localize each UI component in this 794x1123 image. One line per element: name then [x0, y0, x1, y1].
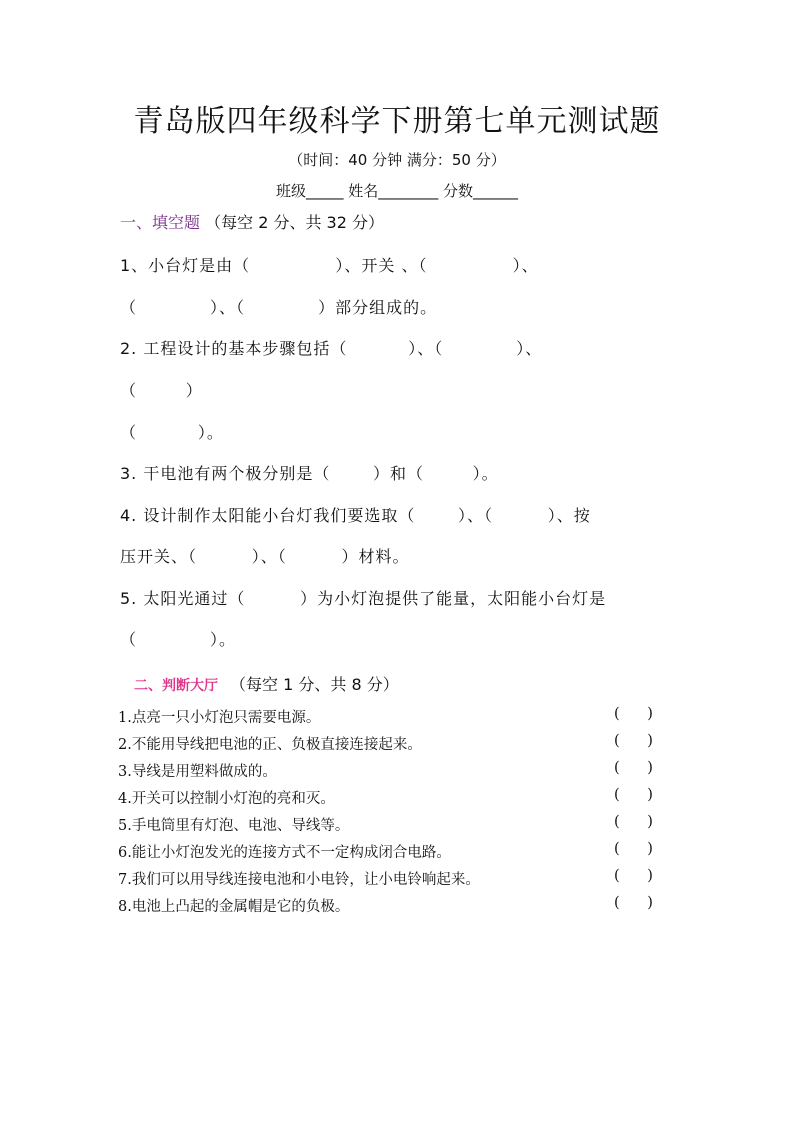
fill-line: （ ）。 — [120, 630, 237, 649]
section-judge-heading — [134, 672, 399, 695]
list-item — [118, 864, 668, 891]
list-item — [118, 702, 668, 729]
list-item — [118, 783, 668, 810]
judge-statement: 4.开关可以控制小灯泡的亮和灭。 — [118, 791, 335, 807]
answer-blank: ( ) — [614, 760, 653, 776]
judge-statement: 6.能让小灯泡发光的连接方式不一定构成闭合电路。 — [118, 845, 451, 861]
fill-line: 3. 干电池有两个极分别是（ ）和（ ）。 — [120, 464, 499, 483]
judge-statement: 3.导线是用塑料做成的。 — [118, 764, 277, 780]
exam-time-score: （时间：40 分钟 满分：50 分） — [288, 151, 506, 169]
list-item — [118, 891, 668, 918]
judge-statement: 8.电池上凸起的金属帽是它的负极。 — [118, 899, 350, 915]
fill-line: （ ） — [120, 381, 203, 400]
judge-statement: 7.我们可以用导线连接电池和小电铃，让小电铃响起来。 — [118, 872, 480, 888]
judge-statement: 1.点亮一只小灯泡只需要电源。 — [118, 710, 321, 726]
student-info-line: 班级_____ 姓名________ 分数______ — [275, 182, 519, 200]
section-points: （每空 1 分、共 8 分） — [230, 675, 399, 694]
answer-blank: ( ) — [614, 841, 653, 857]
fill-line: （ ）。 — [120, 423, 224, 442]
section-title: 一、填空题 — [120, 213, 201, 232]
answer-blank: ( ) — [614, 733, 653, 749]
fill-line: 2. 工程设计的基本步骤包括（ ）、（ ）、 — [120, 339, 543, 358]
fill-line: （ ）、（ ）部分组成的。 — [120, 298, 438, 317]
answer-blank: ( ) — [614, 895, 653, 911]
judge-list — [118, 702, 668, 918]
section-points: （每空 2 分、共 32 分） — [200, 213, 384, 232]
list-item — [118, 729, 668, 756]
fill-line: 4. 设计制作太阳能小台灯我们要选取（ ）、（ ）、按 — [120, 506, 591, 525]
judge-statement: 5.手电筒里有灯泡、电池、导线等。 — [118, 818, 350, 834]
answer-blank: ( ) — [614, 868, 653, 884]
answer-blank: ( ) — [614, 814, 653, 830]
page-title: 青岛版四年级科学下册第七单元测试题 — [133, 104, 661, 139]
fill-line: 压开关、（ ）、（ ）材料。 — [120, 547, 410, 566]
judge-statement: 2.不能用导线把电池的正、负极直接连接起来。 — [118, 737, 422, 753]
fill-line: 1、小台灯是由（ ）、开关 、（ ）、 — [120, 256, 539, 275]
list-item — [118, 756, 668, 783]
answer-blank: ( ) — [614, 706, 653, 722]
answer-blank: ( ) — [614, 787, 653, 803]
section-fill-blank-heading — [120, 210, 384, 233]
fill-line: 5. 太阳光通过（ ）为小灯泡提供了能量，太阳能小台灯是 — [120, 589, 607, 608]
list-item — [118, 837, 668, 864]
section-title: 二、判断大厅 — [134, 678, 218, 694]
list-item — [118, 810, 668, 837]
